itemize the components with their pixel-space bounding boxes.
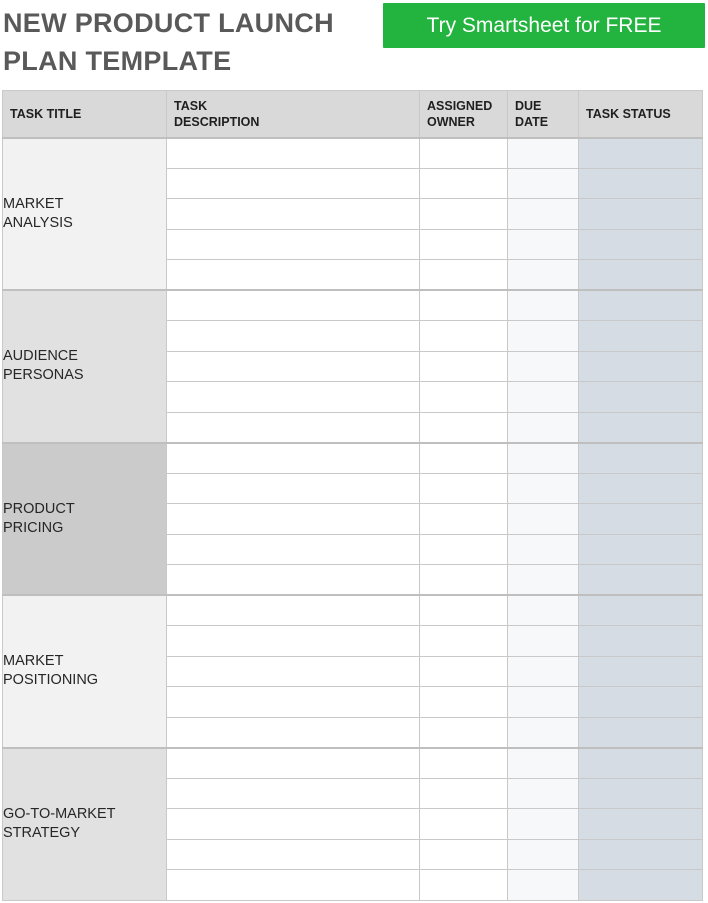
assigned-owner-cell[interactable] — [420, 534, 508, 565]
task-status-cell[interactable] — [579, 443, 703, 474]
task-description-cell[interactable] — [167, 778, 420, 809]
due-date-cell[interactable] — [508, 321, 579, 352]
task-description-cell[interactable] — [167, 412, 420, 443]
due-date-cell[interactable] — [508, 748, 579, 779]
assigned-owner-cell[interactable] — [420, 443, 508, 474]
table-row — [3, 290, 703, 321]
due-date-cell[interactable] — [508, 290, 579, 321]
page-title: NEW PRODUCT LAUNCH PLAN TEMPLATE — [3, 8, 334, 76]
assigned-owner-cell[interactable] — [420, 351, 508, 382]
task-status-cell[interactable] — [579, 138, 703, 169]
task-description-cell[interactable] — [167, 138, 420, 169]
task-status-cell[interactable] — [579, 168, 703, 199]
column-header-assigned-owner: ASSIGNED OWNER — [420, 91, 508, 138]
task-status-cell[interactable] — [579, 382, 703, 413]
task-description-cell[interactable] — [167, 229, 420, 260]
task-status-cell[interactable] — [579, 656, 703, 687]
due-date-cell[interactable] — [508, 382, 579, 413]
task-status-cell[interactable] — [579, 412, 703, 443]
due-date-cell[interactable] — [508, 778, 579, 809]
column-header-task-title: TASK TITLE — [3, 91, 167, 138]
assigned-owner-cell[interactable] — [420, 290, 508, 321]
due-date-cell[interactable] — [508, 717, 579, 748]
assigned-owner-cell[interactable] — [420, 687, 508, 718]
task-description-cell[interactable] — [167, 717, 420, 748]
assigned-owner-cell[interactable] — [420, 565, 508, 596]
task-description-cell[interactable] — [167, 260, 420, 291]
due-date-cell[interactable] — [508, 504, 579, 535]
task-status-cell[interactable] — [579, 321, 703, 352]
task-status-cell[interactable] — [579, 260, 703, 291]
due-date-cell[interactable] — [508, 138, 579, 169]
task-status-cell[interactable] — [579, 534, 703, 565]
column-header-task-status: TASK STATUS — [579, 91, 703, 138]
task-status-cell[interactable] — [579, 290, 703, 321]
task-description-cell[interactable] — [167, 168, 420, 199]
due-date-cell[interactable] — [508, 626, 579, 657]
task-description-cell[interactable] — [167, 595, 420, 626]
task-description-cell[interactable] — [167, 199, 420, 230]
table-row — [3, 138, 703, 169]
task-status-cell[interactable] — [579, 870, 703, 901]
table-header-row — [3, 91, 703, 138]
task-status-cell[interactable] — [579, 473, 703, 504]
task-description-cell[interactable] — [167, 656, 420, 687]
due-date-cell[interactable] — [508, 839, 579, 870]
table-row — [3, 443, 703, 474]
task-status-cell[interactable] — [579, 809, 703, 840]
task-status-cell[interactable] — [579, 199, 703, 230]
task-description-cell[interactable] — [167, 534, 420, 565]
task-group-go-to-market-strategy: GO-TO-MARKET STRATEGY — [3, 748, 167, 901]
due-date-cell[interactable] — [508, 229, 579, 260]
due-date-cell[interactable] — [508, 443, 579, 474]
assigned-owner-cell[interactable] — [420, 595, 508, 626]
due-date-cell[interactable] — [508, 351, 579, 382]
task-description-cell[interactable] — [167, 809, 420, 840]
due-date-cell[interactable] — [508, 412, 579, 443]
task-description-cell[interactable] — [167, 382, 420, 413]
assigned-owner-cell[interactable] — [420, 778, 508, 809]
task-description-cell[interactable] — [167, 473, 420, 504]
assigned-owner-cell[interactable] — [420, 168, 508, 199]
column-header-task-description: TASK DESCRIPTION — [167, 91, 420, 138]
task-description-cell[interactable] — [167, 290, 420, 321]
task-status-cell[interactable] — [579, 687, 703, 718]
task-status-cell[interactable] — [579, 748, 703, 779]
task-status-cell[interactable] — [579, 351, 703, 382]
task-description-cell[interactable] — [167, 321, 420, 352]
task-status-cell[interactable] — [579, 778, 703, 809]
assigned-owner-cell[interactable] — [420, 382, 508, 413]
task-status-cell[interactable] — [579, 504, 703, 535]
task-description-cell[interactable] — [167, 351, 420, 382]
task-description-cell[interactable] — [167, 748, 420, 779]
assigned-owner-cell[interactable] — [420, 656, 508, 687]
task-group-audience-personas: AUDIENCE PERSONAS — [3, 290, 167, 443]
due-date-cell[interactable] — [508, 870, 579, 901]
task-status-cell[interactable] — [579, 626, 703, 657]
assigned-owner-cell[interactable] — [420, 138, 508, 169]
task-group-market-analysis: MARKET ANALYSIS — [3, 138, 167, 291]
due-date-cell[interactable] — [508, 656, 579, 687]
due-date-cell[interactable] — [508, 565, 579, 596]
column-header-due-date: DUE DATE — [508, 91, 579, 138]
assigned-owner-cell[interactable] — [420, 412, 508, 443]
due-date-cell[interactable] — [508, 199, 579, 230]
due-date-cell[interactable] — [508, 473, 579, 504]
launch-plan-table — [2, 90, 703, 901]
assigned-owner-cell[interactable] — [420, 321, 508, 352]
due-date-cell[interactable] — [508, 168, 579, 199]
assigned-owner-cell[interactable] — [420, 870, 508, 901]
due-date-cell[interactable] — [508, 534, 579, 565]
assigned-owner-cell[interactable] — [420, 229, 508, 260]
assigned-owner-cell[interactable] — [420, 717, 508, 748]
assigned-owner-cell[interactable] — [420, 839, 508, 870]
task-group-product-pricing: PRODUCT PRICING — [3, 443, 167, 596]
task-description-cell[interactable] — [167, 626, 420, 657]
assigned-owner-cell[interactable] — [420, 626, 508, 657]
task-status-cell[interactable] — [579, 595, 703, 626]
due-date-cell[interactable] — [508, 595, 579, 626]
due-date-cell[interactable] — [508, 809, 579, 840]
due-date-cell[interactable] — [508, 260, 579, 291]
task-group-market-positioning: MARKET POSITIONING — [3, 595, 167, 748]
task-status-cell[interactable] — [579, 565, 703, 596]
table-row — [3, 748, 703, 779]
assigned-owner-cell[interactable] — [420, 199, 508, 230]
task-status-cell[interactable] — [579, 839, 703, 870]
task-description-cell[interactable] — [167, 504, 420, 535]
assigned-owner-cell[interactable] — [420, 260, 508, 291]
task-description-cell[interactable] — [167, 687, 420, 718]
task-description-cell[interactable] — [167, 870, 420, 901]
task-status-cell[interactable] — [579, 717, 703, 748]
table-row — [3, 595, 703, 626]
assigned-owner-cell[interactable] — [420, 809, 508, 840]
task-description-cell[interactable] — [167, 839, 420, 870]
task-description-cell[interactable] — [167, 443, 420, 474]
assigned-owner-cell[interactable] — [420, 748, 508, 779]
try-smartsheet-button[interactable]: Try Smartsheet for FREE — [383, 3, 705, 48]
task-description-cell[interactable] — [167, 565, 420, 596]
assigned-owner-cell[interactable] — [420, 504, 508, 535]
task-status-cell[interactable] — [579, 229, 703, 260]
due-date-cell[interactable] — [508, 687, 579, 718]
assigned-owner-cell[interactable] — [420, 473, 508, 504]
